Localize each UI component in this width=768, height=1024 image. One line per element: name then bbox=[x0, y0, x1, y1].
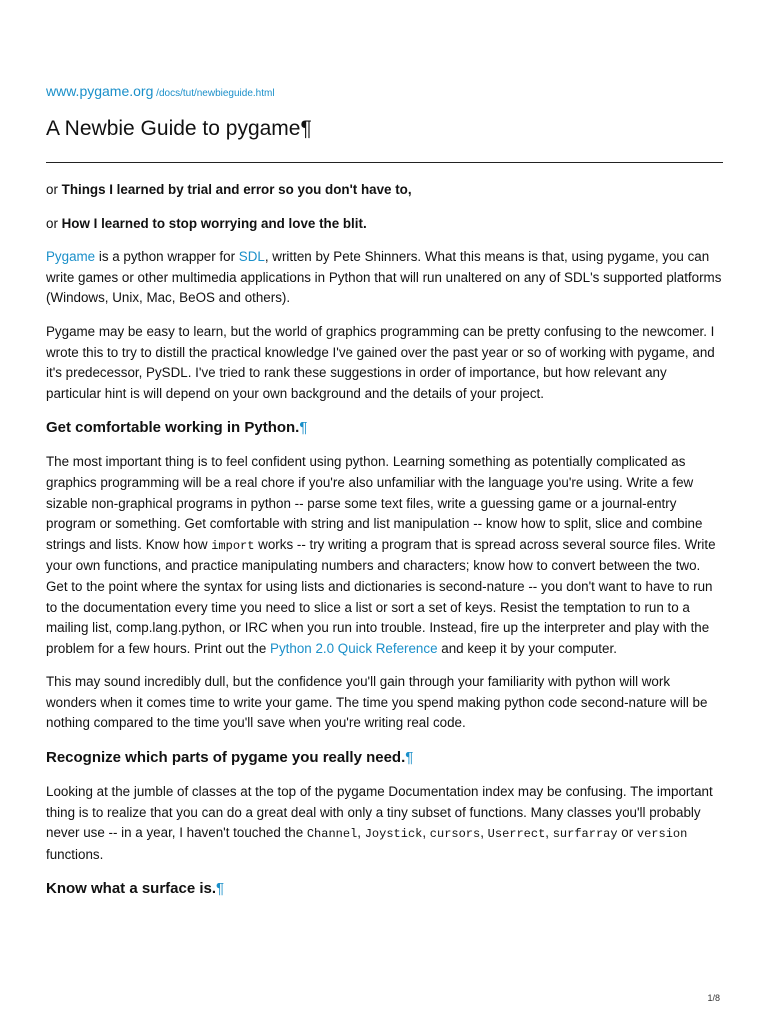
sep-4: , bbox=[545, 825, 553, 841]
sdl-link[interactable]: SDL bbox=[238, 249, 265, 265]
surfarray-code: surfarray bbox=[552, 827, 618, 842]
intro-p1-text-a: is a python wrapper for bbox=[95, 249, 239, 265]
page-title: A Newbie Guide to pygame¶ bbox=[46, 117, 312, 140]
section1-permalink[interactable]: ¶ bbox=[299, 419, 308, 437]
section-heading-surface bbox=[46, 878, 723, 900]
s1p1-text-b: works -- try writing a program that is spread across several source files. Write your own functions, and practice manipulating numbers and characters; know how to convert between the two. Get to the point where the syntax for using lists and dictionaries is second-nature -- you don't want to have to run to the documentation every time you need to slice a list or sort a set of keys. Resist the temptation to run to a mailing list, comp.lang.python, or IRC when you run into trouble. Instead, fire up the interpreter and play with the problem for a few hours. Print out the bbox=[46, 536, 716, 656]
cursors-code: cursors bbox=[429, 827, 481, 842]
section3-permalink[interactable]: ¶ bbox=[216, 880, 225, 898]
sep-3: , bbox=[480, 825, 488, 841]
section1-paragraph-2: This may sound incredibly dull, but the confidence you'll gain through your familiarity with python will work wonders when it comes time to write your game. The time you spend making python code second-nature will be nothing compared to the time you'll save when you're writing real code. bbox=[46, 674, 708, 731]
userrect-code: Userrect bbox=[487, 827, 546, 842]
subtitle-alt-1 bbox=[46, 180, 723, 201]
sep-2: , bbox=[422, 825, 430, 841]
section1-paragraph-1 bbox=[46, 452, 723, 659]
alt1-bold: Things I learned by trial and error so you don't have to, bbox=[61, 182, 412, 197]
python-quick-reference-link[interactable]: Python 2.0 Quick Reference bbox=[270, 640, 438, 656]
channel-code: Channel bbox=[306, 827, 358, 842]
page-number: 1/8 bbox=[707, 993, 720, 1003]
version-code: version bbox=[636, 827, 688, 842]
import-code: import bbox=[211, 538, 255, 553]
section3-heading-text: Know what a surface is. bbox=[46, 880, 217, 898]
url-path[interactable]: /docs/tut/newbieguide.html bbox=[153, 88, 275, 99]
sep-5: or bbox=[617, 825, 637, 841]
s2p1-end: functions. bbox=[46, 846, 104, 862]
alt1-prefix: or bbox=[46, 182, 62, 197]
intro-paragraph-2: Pygame may be easy to learn, but the world of graphics programming can be pretty confusing to the newcomer. I wrote this to try to distill the practical knowledge I've gained over the past year or so of working with pygame, and it's predecessor, PySDL. I've tried to rank these suggestions in order of importance, but how relevant any particular hint is will depend on your own background and the details of your project. bbox=[46, 323, 715, 401]
s1p1-text-a: The most important thing is to feel confident using python. Learning something as potentially complicated as graphics programming will be a real chore if you're also unfamiliar with the language you're using. Write a few sizable non-graphical programs in python -- parse some text files, write a guessing game or a journal-entry program or something. Get comfortable with string and list manipulation -- know how to split, slice and combine strings and lists. Know how bbox=[46, 454, 703, 552]
intro-paragraph-1 bbox=[46, 247, 723, 309]
sep-1: , bbox=[357, 825, 365, 841]
pygame-link[interactable]: Pygame bbox=[46, 249, 96, 265]
section2-heading-text: Recognize which parts of pygame you really need. bbox=[46, 749, 406, 767]
intro-p1-text-b: , written by Pete Shinners. What this means is that, using pygame, you can write games or other multimedia applications in Python that will run unaltered on any of SDL's supported platforms (Windows, Unix, Mac, BeOS and others). bbox=[46, 249, 722, 306]
section-heading-python bbox=[46, 417, 723, 439]
url-host[interactable]: www.pygame.org bbox=[46, 83, 154, 99]
subtitle-alt-2 bbox=[46, 214, 723, 235]
alt2-prefix: or bbox=[46, 215, 62, 231]
s1p1-text-c: and keep it by your computer. bbox=[437, 640, 617, 656]
section-heading-pygame-parts bbox=[46, 747, 723, 769]
section2-paragraph-1 bbox=[46, 782, 723, 865]
joystick-code: Joystick bbox=[364, 827, 423, 842]
title-divider bbox=[46, 162, 723, 163]
alt2-bold: How I learned to stop worrying and love the blit. bbox=[61, 215, 367, 231]
source-url[interactable] bbox=[46, 83, 275, 101]
s2p1-text-a: Looking at the jumble of classes at the top of the pygame Documentation index may be confusing. The important thing is to realize that you can do a great deal with only a tiny subset of functions. Many classes you'll probably never use -- in a year, I haven't touched the bbox=[46, 784, 713, 841]
article-body bbox=[46, 180, 723, 913]
section1-heading-text: Get comfortable working in Python. bbox=[46, 419, 300, 437]
section2-permalink[interactable]: ¶ bbox=[405, 749, 414, 767]
